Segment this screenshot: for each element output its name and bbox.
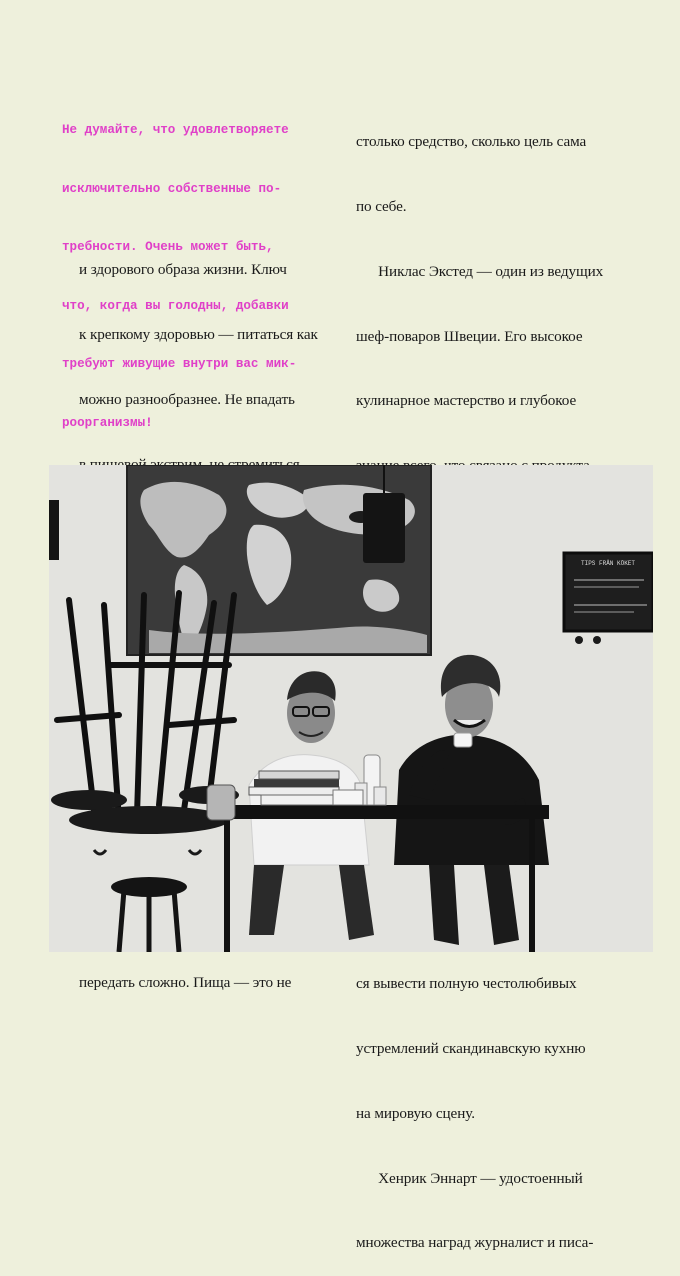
body-line: Хенрик Эннарт — удостоенный bbox=[356, 1169, 583, 1187]
body-line: столько средство, сколько цель сама bbox=[356, 133, 587, 151]
pull-quote-line: Не думайте, что удовлетворяете bbox=[62, 123, 289, 137]
body-line: Никлас Экстед — один из ведущих bbox=[356, 262, 604, 280]
body-line: множества наград журналист и писа- bbox=[356, 1234, 594, 1252]
body-line: к крепкому здоровью — питаться как bbox=[79, 325, 318, 343]
body-line: шеф-поваров Швеции. Его высокое bbox=[356, 327, 583, 345]
body-line: по себе. bbox=[356, 197, 407, 215]
body-line: передать сложно. Пища — это не bbox=[79, 973, 292, 991]
menu-board-title: TIPS FRÅN KÖKET bbox=[581, 560, 636, 567]
body-line: ся вывести полную честолюбивых bbox=[356, 975, 577, 993]
body-line: и здорового образа жизни. Ключ bbox=[79, 261, 287, 279]
body-line: кулинарное мастерство и глубокое bbox=[356, 392, 577, 410]
pull-quote-line: роорганизмы! bbox=[62, 415, 153, 430]
cafe-photo bbox=[49, 465, 653, 952]
body-line: устремлений скандинавскую кухню bbox=[356, 1040, 586, 1058]
pull-quote-line: исключительно собственные по- bbox=[62, 181, 282, 196]
body-line: можно разнообразнее. Не впадать bbox=[79, 390, 295, 408]
body-line: на мировую сцену. bbox=[356, 1104, 475, 1122]
pull-quote-line: требуют живущие внутри вас мик- bbox=[62, 357, 297, 372]
bar-stool bbox=[111, 877, 187, 952]
pull-quote-line: требности. Очень может быть, bbox=[62, 240, 274, 255]
menu-chalkboard bbox=[564, 553, 653, 644]
pull-quote-line: что, когда вы голодны, добавки bbox=[62, 298, 289, 313]
